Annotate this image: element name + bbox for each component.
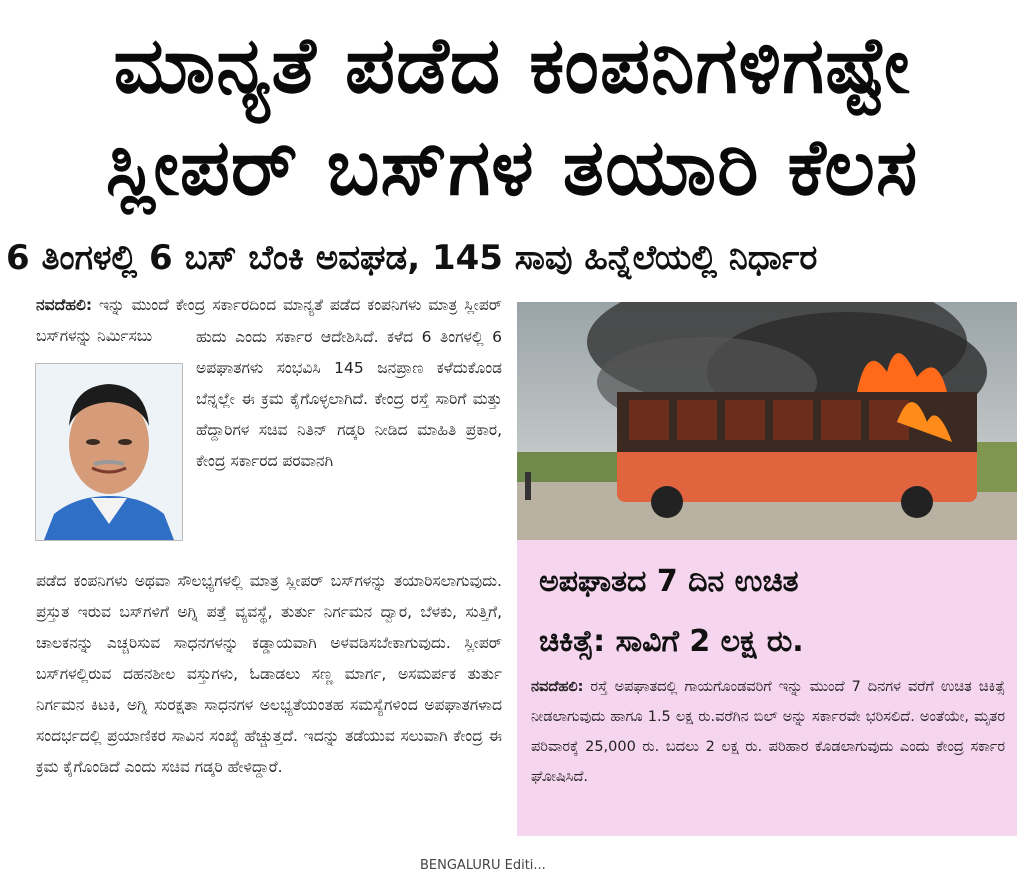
box-body-text: ರಸ್ತೆ ಅಪಘಾತದಲ್ಲಿ ಗಾಯಗೊಂಡವರಿಗೆ ಇನ್ನು ಮುಂದೆ 7 ದಿನಗಳ ವರೆಗೆ ಉಚಿತ ಚಿಕಿತ್ಸೆ ನೀಡಲಾಗುವುದು ಹಾಗೂ 1.5 ಲಕ್ಷ ರು.ವರೆಗಿನ ಬಿಲ್ ಅನ್ನು ಸರ್ಕಾರವೇ ಭರಿಸಲಿದೆ. ಅಂತೆಯೇ, ಮೃತರ ಪರಿವಾರಕ್ಕೆ 25,000 ರು. ಬದಲು 2 ಲಕ್ಷ ರು. ಪರಿಹಾರ ಕೊಡಲಾಗುವುದು ಎಂದು ಕೇಂದ್ರ ಸರ್ಕಾರ ಘೋಷಿಸಿದೆ.	[531, 679, 1005, 785]
article-body: ಪಡೆದ ಕಂಪನಿಗಳು ಅಥವಾ ಸೌಲಭ್ಯಗಳಲ್ಲಿ ಮಾತ್ರ ಸ್ಲೀಪರ್ ಬಸ್‌ಗಳನ್ನು ತಯಾರಿಸಲಾಗುವುದು. ಪ್ರಸ್ತುತ ಇರುವ ಬಸ್‌ಗಳಿಗೆ ಅಗ್ನಿ ಪತ್ತೆ ವ್ಯವಸ್ಥೆ, ತುರ್ತು ನಿರ್ಗಮನ ದ್ವಾರ, ಬೆಳಕು, ಸುತ್ತಿಗೆ, ಚಾಲಕನನ್ನು ಎಚ್ಚರಿಸುವ ಸಾಧನಗಳನ್ನು ಕಡ್ಡಾಯವಾಗಿ ಅಳವಡಿಸಬೇಕಾಗುವುದು. ಸ್ಲೀಪರ್ ಬಸ್‌ಗಳಲ್ಲಿರುವ ದಹನಶೀಲ ವಸ್ತುಗಳು, ಓಡಾಡಲು ಸಣ್ಣ ಮಾರ್ಗ, ಅಸಮರ್ಪಕ ತುರ್ತು ನಿರ್ಗಮನ ಕಿಟಕಿ, ಅಗ್ನಿ ಸುರಕ್ಷತಾ ಸಾಧನಗಳ ಅಲಭ್ಯತೆಯಂತಹ ಸಮಸ್ಯೆಗಳಿಂದ ಅಪಘಾತಗಳಾದ ಸಂದರ್ಭದಲ್ಲಿ ಪ್ರಯಾಣಿಕರ ಸಾವಿನ ಸಂಖ್ಯೆ ಹೆಚ್ಚುತ್ತದೆ. ಇದನ್ನು ತಡೆಯುವ ಸಲುವಾಗಿ ಕೇಂದ್ರ ಈ ಕ್ರಮ ಕೈಗೊಂಡಿದೆ ಎಂದು ಸಚಿವ ಗಡ್ಕರಿ ಹೇಳಿದ್ದಾರೆ.	[36, 572, 502, 776]
box-title-line-1: ಅಪಘಾತದ 7 ದಿನ ಉಚಿತ	[539, 564, 799, 599]
article-dateline: ನವದೆಹಲಿ:	[36, 296, 93, 314]
box-dateline: ನವದೆಹಲಿ:	[531, 679, 584, 695]
article-intro-first: ಇನ್ನು ಮುಂದೆ ಕೇಂದ್ರ ಸರ್ಕಾರದಿಂದ ಮಾನ್ಯತೆ	[98, 296, 323, 314]
box-body	[531, 672, 1005, 792]
headline-line-2: ಸ್ಲೀಪರ್ ಬಸ್‌ಗಳ ತಯಾರಿ ಕೆಲಸ	[105, 123, 919, 213]
portrait-illustration	[36, 364, 182, 540]
article-intro-continued: ಹುದು ಎಂದು ಸರ್ಕಾರ ಆದೇಶಿಸಿದೆ. ಕಳೆದ 6 ತಿಂಗಳಲ್ಲಿ 6 ಅಪಘಾತಗಳು ಸಂಭವಿಸಿ 145 ಜನಪ್ರಾಣ ಕಳೆದುಕೊಂಡ ಬೆನ್ನಲ್ಲೇ ಈ ಕ್ರಮ ಕೈಗೊಳ್ಳಲಾಗಿದೆ. ಕೇಂದ್ರ ರಸ್ತೆ ಸಾರಿಗೆ ಮತ್ತು ಹೆದ್ದಾರಿಗಳ ಸಚಿವ ನಿತಿನ್ ಗಡ್ಕರಿ ನೀಡಿದ ಮಾಹಿತಿ ಪ್ರಕಾರ, ಕೇಂದ್ರ ಸರ್ಕಾರದ ಪರವಾನಗಿ	[196, 328, 502, 470]
sidebar-box	[517, 540, 1017, 836]
minister-photo	[35, 363, 183, 541]
article-intro-second: ಪಡೆದ ಕಂಪನಿಗಳು ಮಾತ್ರ ಸ್ಲೀಪರ್ ಬಸ್‌ಗಳನ್ನು ನಿರ್ಮಿಸಬು	[36, 296, 502, 345]
box-title-line-2: ಚಿಕಿತ್ಸೆ: ಸಾವಿಗೆ 2 ಲಕ್ಷ ರು.	[539, 624, 804, 659]
subheadline: 6 ತಿಂಗಳಲ್ಲಿ 6 ಬಸ್ ಬೆಂಕಿ ಅವಘಡ, 145 ಸಾವು ಹಿನ್ನೆಲೆಯಲ್ಲಿ ನಿರ್ಧಾರ	[6, 238, 818, 278]
box-title	[539, 552, 1009, 672]
edition-footer: BENGALURU Editi...	[420, 858, 546, 873]
headline-line-1: ಮಾನ್ಯತೆ ಪಡೆದ ಕಂಪನಿಗಳಿಗಷ್ಟೇ	[113, 21, 911, 111]
bus-fire-illustration	[517, 302, 1017, 540]
burning-bus-photo	[517, 302, 1017, 540]
